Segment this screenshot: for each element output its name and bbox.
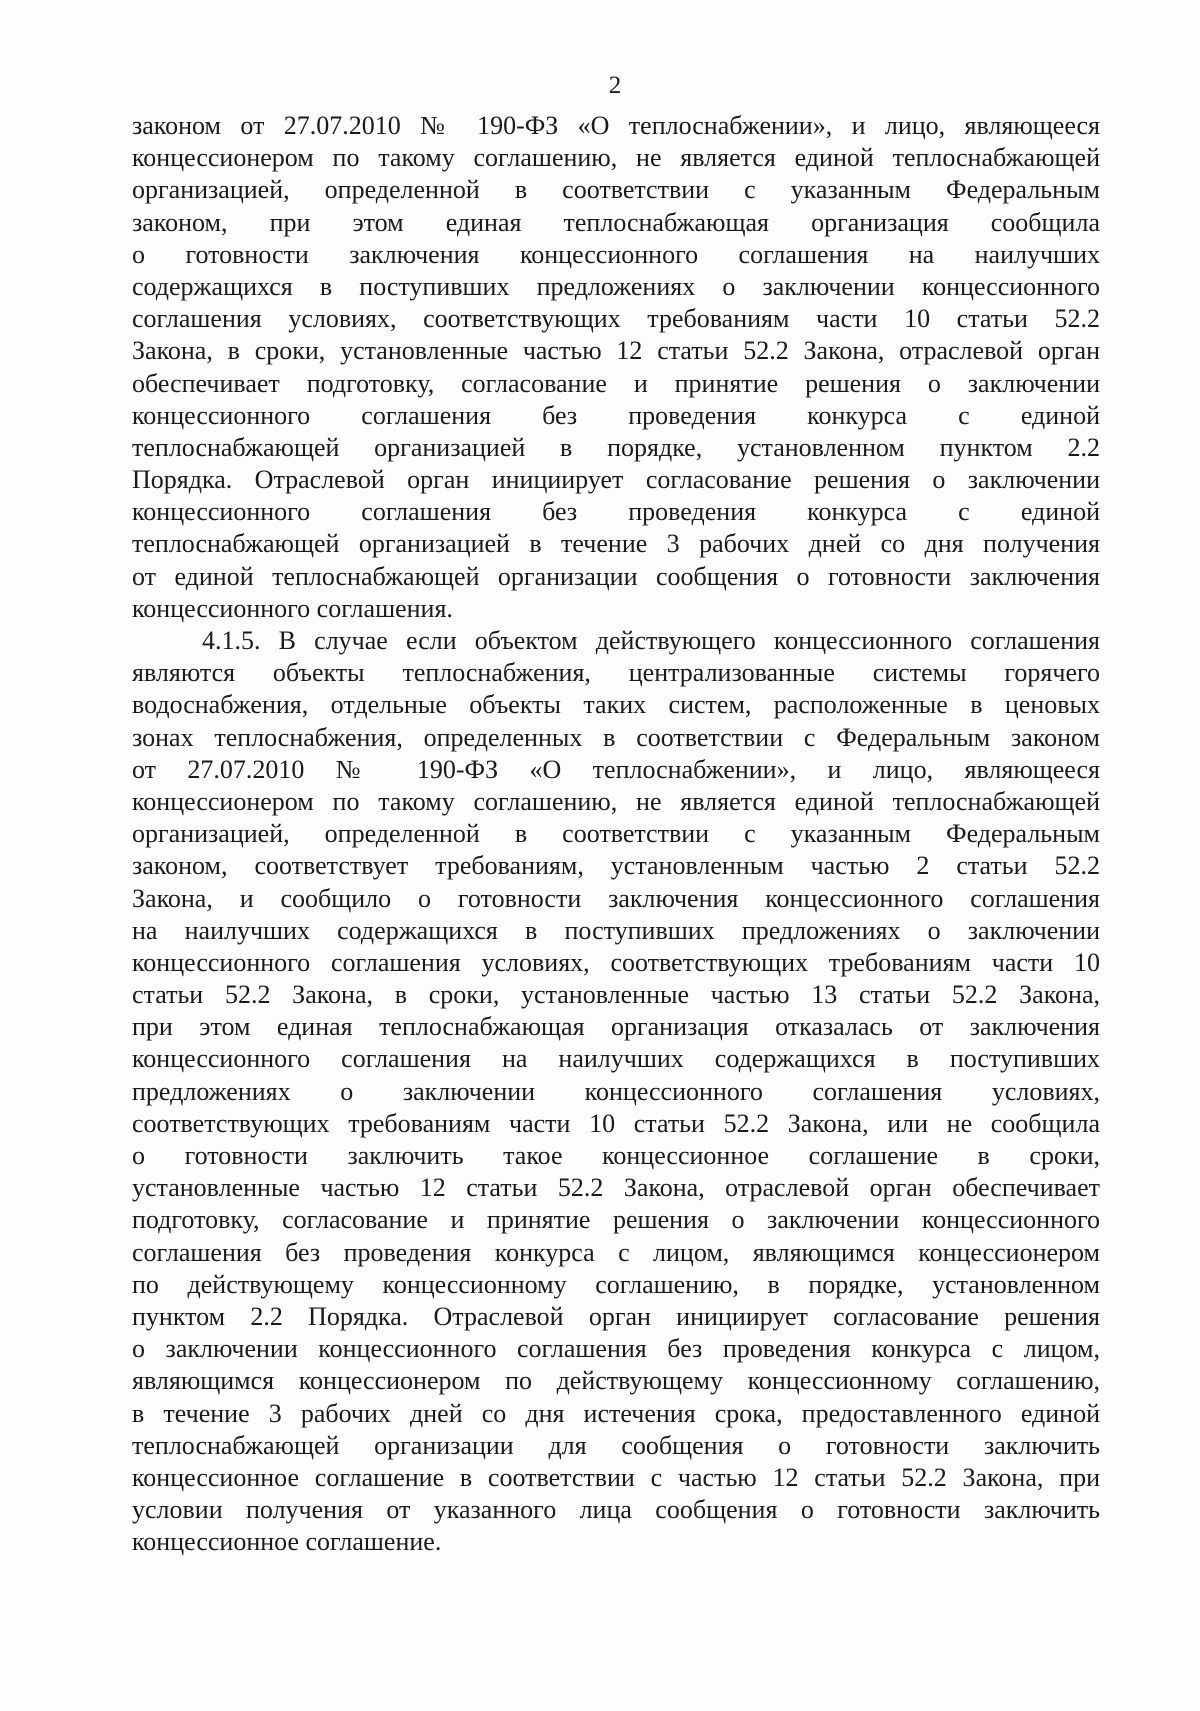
- text-line: на наилучших содержащихся в поступивших предложениях о заключении: [132, 915, 1100, 945]
- text-line: концессионное соглашение.: [132, 1527, 442, 1557]
- text-line: по действующему концессионному соглашению, в порядке, установленном: [132, 1269, 1100, 1299]
- document-body: [132, 110, 1100, 1558]
- paragraph-1: [132, 110, 1100, 625]
- text-line: соглашения без проведения конкурса с лицом, являющимся концессионером: [132, 1237, 1100, 1267]
- text-line: Закона, в сроки, установленные частью 12 статьи 52.2 Закона, отраслевой орган: [132, 336, 1100, 366]
- text-line: содержащихся в поступивших предложениях о заключении концессионного: [132, 271, 1100, 301]
- text-line: установленные частью 12 статьи 52.2 Закона, отраслевой орган обеспечивает: [132, 1173, 1100, 1203]
- text-line: концессионного соглашения без проведения конкурса с единой: [132, 400, 1100, 430]
- text-line: Закона, и сообщило о готовности заключения концессионного соглашения: [132, 883, 1100, 913]
- text-line: пунктом 2.2 Порядка. Отраслевой орган инициирует согласование решения: [132, 1301, 1100, 1331]
- text-line: законом от 27.07.2010 № 190-ФЗ «О теплоснабжении», и лицо, являющееся: [132, 111, 1100, 140]
- text-line: при этом единая теплоснабжающая организация отказалась от заключения: [132, 1012, 1100, 1042]
- text-line: организацией, определенной в соответствии с указанным Федеральным: [132, 175, 1100, 205]
- text-line: водоснабжения, отдельные объекты таких систем, расположенные в ценовых: [132, 690, 1100, 720]
- text-line: концессионного соглашения условиях, соответствующих требованиям части 10: [132, 947, 1100, 977]
- text-line: являющимся концессионером по действующему концессионному соглашению,: [132, 1366, 1100, 1396]
- text-line: соглашения условиях, соответствующих требованиям части 10 статьи 52.2: [132, 304, 1100, 334]
- text-line: статьи 52.2 Закона, в сроки, установленные частью 13 статьи 52.2 Закона,: [132, 980, 1100, 1010]
- text-line: законом, при этом единая теплоснабжающая организация сообщила: [132, 207, 1100, 237]
- text-line: теплоснабжающей организации для сообщения о готовности заключить: [132, 1430, 1100, 1460]
- text-line: о готовности заключения концессионного соглашения на наилучших: [132, 239, 1100, 269]
- text-line: соответствующих требованиям части 10 статьи 52.2 Закона, или не сообщила: [132, 1108, 1100, 1138]
- text-line: предложениях о заключении концессионного соглашения условиях,: [132, 1076, 1100, 1106]
- text-line: концессионного соглашения на наилучших содержащихся в поступивших: [132, 1044, 1100, 1074]
- text-line: Порядка. Отраслевой орган инициирует согласование решения о заключении: [132, 465, 1100, 495]
- text-line: зонах теплоснабжения, определенных в соответствии с Федеральным законом: [132, 722, 1100, 752]
- text-line: условии получения от указанного лица сообщения о готовности заключить: [132, 1495, 1100, 1525]
- text-line: концессионером по такому соглашению, не является единой теплоснабжающей: [132, 786, 1100, 816]
- text-line: теплоснабжающей организацией в течение 3 рабочих дней со дня получения: [132, 529, 1100, 559]
- text-line: концессионного соглашения без проведения конкурса с единой: [132, 497, 1100, 527]
- text-line: о готовности заключить такое концессионное соглашение в сроки,: [132, 1141, 1100, 1170]
- text-line: в течение 3 рабочих дней со дня истечения срока, предоставленного единой: [132, 1398, 1100, 1428]
- text-line: концессионного соглашения.: [132, 593, 453, 623]
- text-line: подготовку, согласование и принятие решения о заключении концессионного: [132, 1205, 1100, 1235]
- text-line: от 27.07.2010 № 190-ФЗ «О теплоснабжении», и лицо, являющееся: [132, 754, 1100, 784]
- text-line: концессионером по такому соглашению, не является единой теплоснабжающей: [132, 143, 1100, 173]
- text-line: 4.1.5. В случае если объектом действующего концессионного соглашения: [202, 626, 1100, 655]
- text-line: от единой теплоснабжающей организации сообщения о готовности заключения: [132, 561, 1100, 591]
- text-line: о заключении концессионного соглашения без проведения конкурса с лицом,: [132, 1334, 1100, 1364]
- text-line: обеспечивает подготовку, согласование и принятие решения о заключении: [132, 368, 1100, 398]
- text-line: теплоснабжающей организацией в порядке, установленном пунктом 2.2: [132, 432, 1100, 462]
- text-line: организацией, определенной в соответствии с указанным Федеральным: [132, 819, 1100, 849]
- text-line: концессионное соглашение в соответствии с частью 12 статьи 52.2 Закона, при: [132, 1462, 1100, 1492]
- text-line: законом, соответствует требованиям, установленным частью 2 статьи 52.2: [132, 851, 1100, 881]
- page-number: 2: [608, 72, 622, 99]
- text-line: являются объекты теплоснабжения, централизованные системы горячего: [132, 658, 1100, 688]
- paragraph-2: [132, 625, 1100, 1558]
